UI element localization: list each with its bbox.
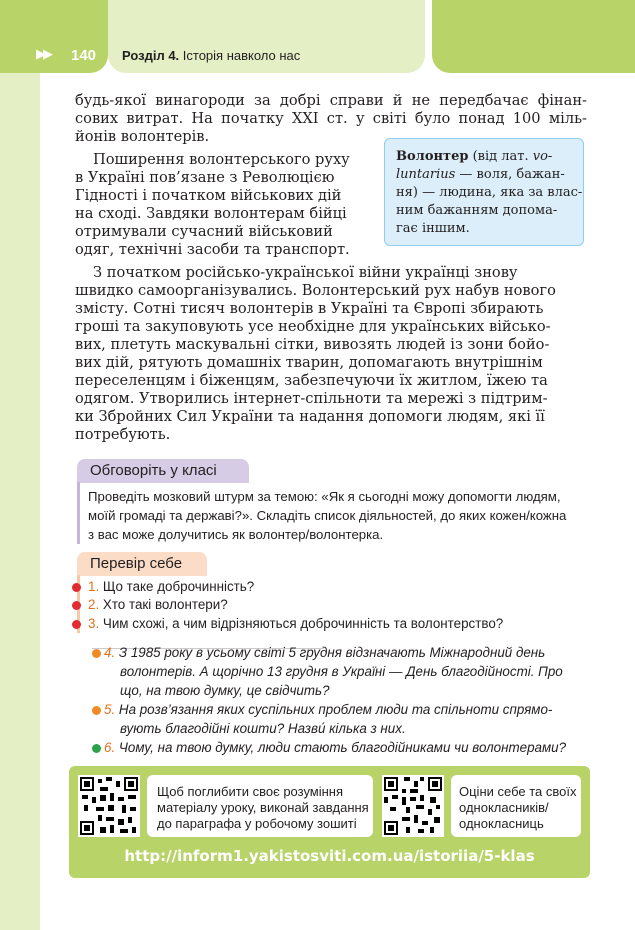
- workbook-card: [147, 775, 373, 837]
- left-margin-strip: [0, 0, 40, 930]
- resources-panel: [69, 766, 590, 878]
- question-number: 1.: [88, 579, 100, 594]
- paragraph-revolution: [75, 151, 373, 259]
- text-line: одягом. Утворились інтернет-спільноти та мережі з підтрим-: [75, 390, 548, 407]
- definition-box: [384, 138, 584, 246]
- question-text: Що таке доброчинність?: [99, 579, 255, 594]
- text-line: в Україні пов’язане з Революцією: [75, 169, 335, 186]
- text-line: переселенцям і біженцям, забезпечуючи їх житлом, їжею та: [75, 372, 548, 389]
- definition-latin: vo-: [532, 149, 553, 164]
- question-3: [88, 615, 503, 633]
- text-line: будь-якої винагороди за добрі справи й не передбачає фінан-: [75, 92, 587, 109]
- text-line: Щоб поглибити своє розуміння: [157, 784, 344, 799]
- definition-text: ним бажанням допома-: [396, 203, 558, 218]
- chapter-title: Історія навколо нас: [179, 48, 301, 63]
- header-right-tab: [432, 0, 635, 73]
- question-text: На розв’язання яких суспільних проблем люди та спільноти спрямо-: [115, 702, 553, 717]
- discuss-title: Обговоріть у класі: [77, 459, 249, 483]
- question-number: 2.: [88, 597, 100, 612]
- question-number: 5.: [104, 702, 116, 717]
- text-line: Оціни себе та своїх: [459, 784, 577, 799]
- question-4-line: що, на твою думку, це свідчить?: [120, 683, 330, 698]
- question-text: Хто такі волонтери?: [99, 597, 228, 612]
- text-line: швидко самоорганізувались. Волонтерський рух набув нового: [75, 282, 556, 299]
- text-line: до параграфа у робочому зошиті: [157, 816, 357, 831]
- resource-link[interactable]: http://inform1.yakistosviti.com.ua/istoriia/5-klas: [124, 847, 535, 865]
- question-number: 4.: [104, 645, 116, 660]
- question-5-line: вують благодійні кошти? Назви́ кілька з них.: [120, 721, 406, 736]
- question-4-line: волонтерів. А щорічно 13 грудня в Україні — День благодійності. Про: [120, 664, 563, 679]
- question-6: [104, 739, 566, 757]
- text-line: змісту. Сотні тисяч волонтерів в Україні та Європі збирають: [75, 300, 544, 317]
- self-assessment-card: [451, 775, 581, 837]
- level-dot-orange-icon: [92, 706, 101, 715]
- double-arrow-icon: ▶▶: [36, 46, 50, 61]
- text-line: потребують.: [75, 426, 171, 443]
- question-number: 6.: [104, 740, 116, 755]
- text-line: з вас може долучитись як волонтер/волонтерка.: [88, 527, 384, 542]
- text-line: на сході. Завдяки волонтерам бійці: [75, 205, 347, 222]
- question-text: Чому, на твою думку, люди стають благодійниками чи волонтерами?: [115, 740, 567, 755]
- level-dot-red-icon: [72, 583, 81, 592]
- text-line: ки Збройних Сил України та надання допомоги людям, які її: [75, 408, 545, 425]
- question-number: 3.: [88, 616, 100, 631]
- text-line: Гідності і початком військових дій: [75, 187, 342, 204]
- paragraph-war: [75, 264, 587, 444]
- level-dot-green-icon: [92, 744, 101, 753]
- text-line: однокласників/: [459, 800, 549, 815]
- chapter-label: Розділ 4.: [122, 48, 180, 63]
- text-line: вих, плетуть маскувальні сітки, вивозять людей із зони бойо-: [75, 336, 550, 353]
- question-4: [104, 644, 545, 662]
- definition-latin: luntarius: [396, 167, 456, 182]
- question-text: Чим схожі, а чим відрізняються доброчинність та волонтерство?: [99, 616, 504, 631]
- text-line: йонів волонтерів.: [75, 128, 210, 145]
- question-text: З 1985 року в усьому світі 5 грудня відзначають Міжнародний день: [115, 645, 546, 660]
- text-line: однокласниць: [459, 816, 544, 831]
- text-line: сових витрат. На початку XXI ст. у світі було понад 100 міль-: [75, 110, 587, 127]
- text-line: гроші та закуповують усе необхідне для українських військо-: [75, 318, 551, 335]
- definition-text: гає іншим.: [396, 221, 470, 236]
- text-line: Поширення волонтерського руху: [93, 151, 350, 168]
- discuss-task: [77, 482, 587, 544]
- page-number: 140: [71, 47, 97, 64]
- qr-code-icon[interactable]: [78, 775, 140, 837]
- chapter-heading: [122, 48, 300, 63]
- level-dot-red-icon: [72, 620, 81, 629]
- level-dot-red-icon: [72, 601, 81, 610]
- text-line: одяг, технічні засоби та транспорт.: [75, 241, 350, 258]
- question-5: [104, 701, 552, 719]
- text-line: Проведіть мозковий штурм за темою: «Як я сьогодні можу допомогти людям,: [88, 489, 561, 504]
- text-line: З початком російсько-української війни українці знову: [93, 264, 518, 281]
- qr-code-icon[interactable]: [382, 775, 444, 837]
- definition-term: Волонтер: [396, 149, 469, 164]
- level-dot-orange-icon: [92, 649, 101, 658]
- text-line: вих дій, рятують домашніх тварин, допомагають внутрішнім: [75, 354, 543, 371]
- definition-text: (від лат.: [468, 149, 533, 164]
- question-2: [88, 596, 228, 614]
- check-title: Перевір себе: [77, 552, 207, 576]
- question-1: [88, 578, 254, 596]
- text-line: моїй громаді та державі?». Складіть список діяльностей, до яких кожен/кожна: [88, 508, 567, 523]
- text-line: отримували сучасний військовий: [75, 223, 333, 240]
- definition-text: — воля, бажан-: [455, 167, 565, 182]
- definition-text: ня) — людина, яка за влас-: [396, 185, 583, 200]
- text-line: матеріалу уроку, виконай завдання: [157, 800, 369, 815]
